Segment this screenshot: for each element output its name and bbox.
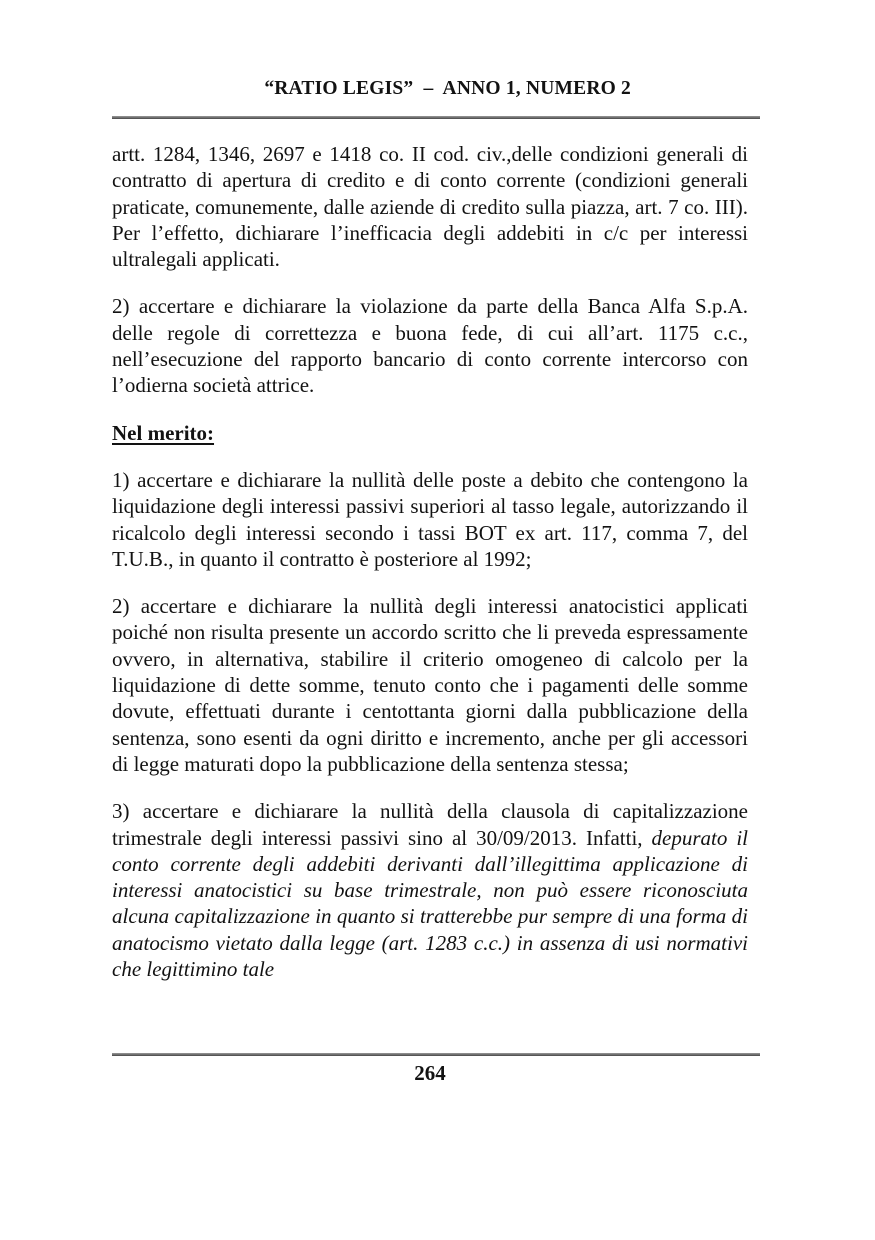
paragraph-preliminare-point-2: 2) accertare e dichiarare la violazione da parte della Banca Alfa S.p.A. delle regole di correttezza e buona fede, di cui all’art. 1175 c.c., nell’esecuzione del rapporto bancario di conto corrente intercorso con l’odierna società attrice. — [112, 294, 748, 398]
document-body — [112, 141, 748, 1003]
footer-divider — [112, 1053, 760, 1056]
journal-title: “RATIO LEGIS” – ANNO 1, NUMERO 2 — [264, 78, 631, 99]
paragraph-merito-point-1: 1) accertare e dichiarare la nullità delle poste a debito che contengono la liquidazione degli interessi passivi superiori al tasso legale, autorizzando il ricalcolo degli interessi secondo i tassi BOT ex art. 117, comma 7, del T.U.B., in quanto il contratto è posteriore al 1992; — [112, 467, 748, 571]
paragraph-merito-point-3-lead: 3) accertare e dichiarare la nullità della clausola di capitalizzazione trimestrale degli interessi passivi sino al 30/09/2013. Infatti, — [112, 799, 748, 850]
page-header — [0, 56, 875, 122]
page-footer — [112, 1061, 748, 1086]
header-divider — [112, 116, 760, 119]
paragraph-merito-point-2: 2) accertare e dichiarare la nullità degli interessi anatocistici applicati poiché non risulta presente un accordo scritto che li preveda espressamente ovvero, in alternativa, stabilire il criterio omogeneo di calcolo per la liquidazione di dette somme, tenuto conto che i pagamenti delle somme dovute, effettuati durante i centottanta giorni dalla pubblicazione della sentenza, sono esenti da ogni diritto e incremento, anche per gli accessori di legge maturati dopo la pubblicazione della sentenza stessa; — [112, 594, 748, 776]
section-heading-nel-merito: Nel merito: — [112, 420, 215, 445]
section-heading-container — [112, 420, 748, 446]
paragraph-merito-point-3-italic: depurato il conto corrente degli addebiti derivanti dall’illegittima applicazione di interessi anatocistici su base trimestrale, non può essere riconosciuta alcuna capitalizzazione in quanto si tratterebbe pur sempre di una forma di anatocismo vietato dalla legge (art. 1283 c.c.) in assenza di usi normativi che legittimino tale — [112, 825, 749, 982]
page-number: 264 — [414, 1061, 446, 1085]
paragraph-merito-point-3 — [112, 798, 748, 982]
paragraph-preliminare-continuation: artt. 1284, 1346, 2697 e 1418 co. II cod. civ.,delle condizioni generali di contratto di apertura di credito e di conto corrente (condizioni generali praticate, comunemente, dalle aziende di credito sulla piazza, art. 7 co. III). Per l’effetto, dichiarare l’inefficacia degli addebiti in c/c per interessi ultralegali applicati. — [112, 142, 748, 272]
